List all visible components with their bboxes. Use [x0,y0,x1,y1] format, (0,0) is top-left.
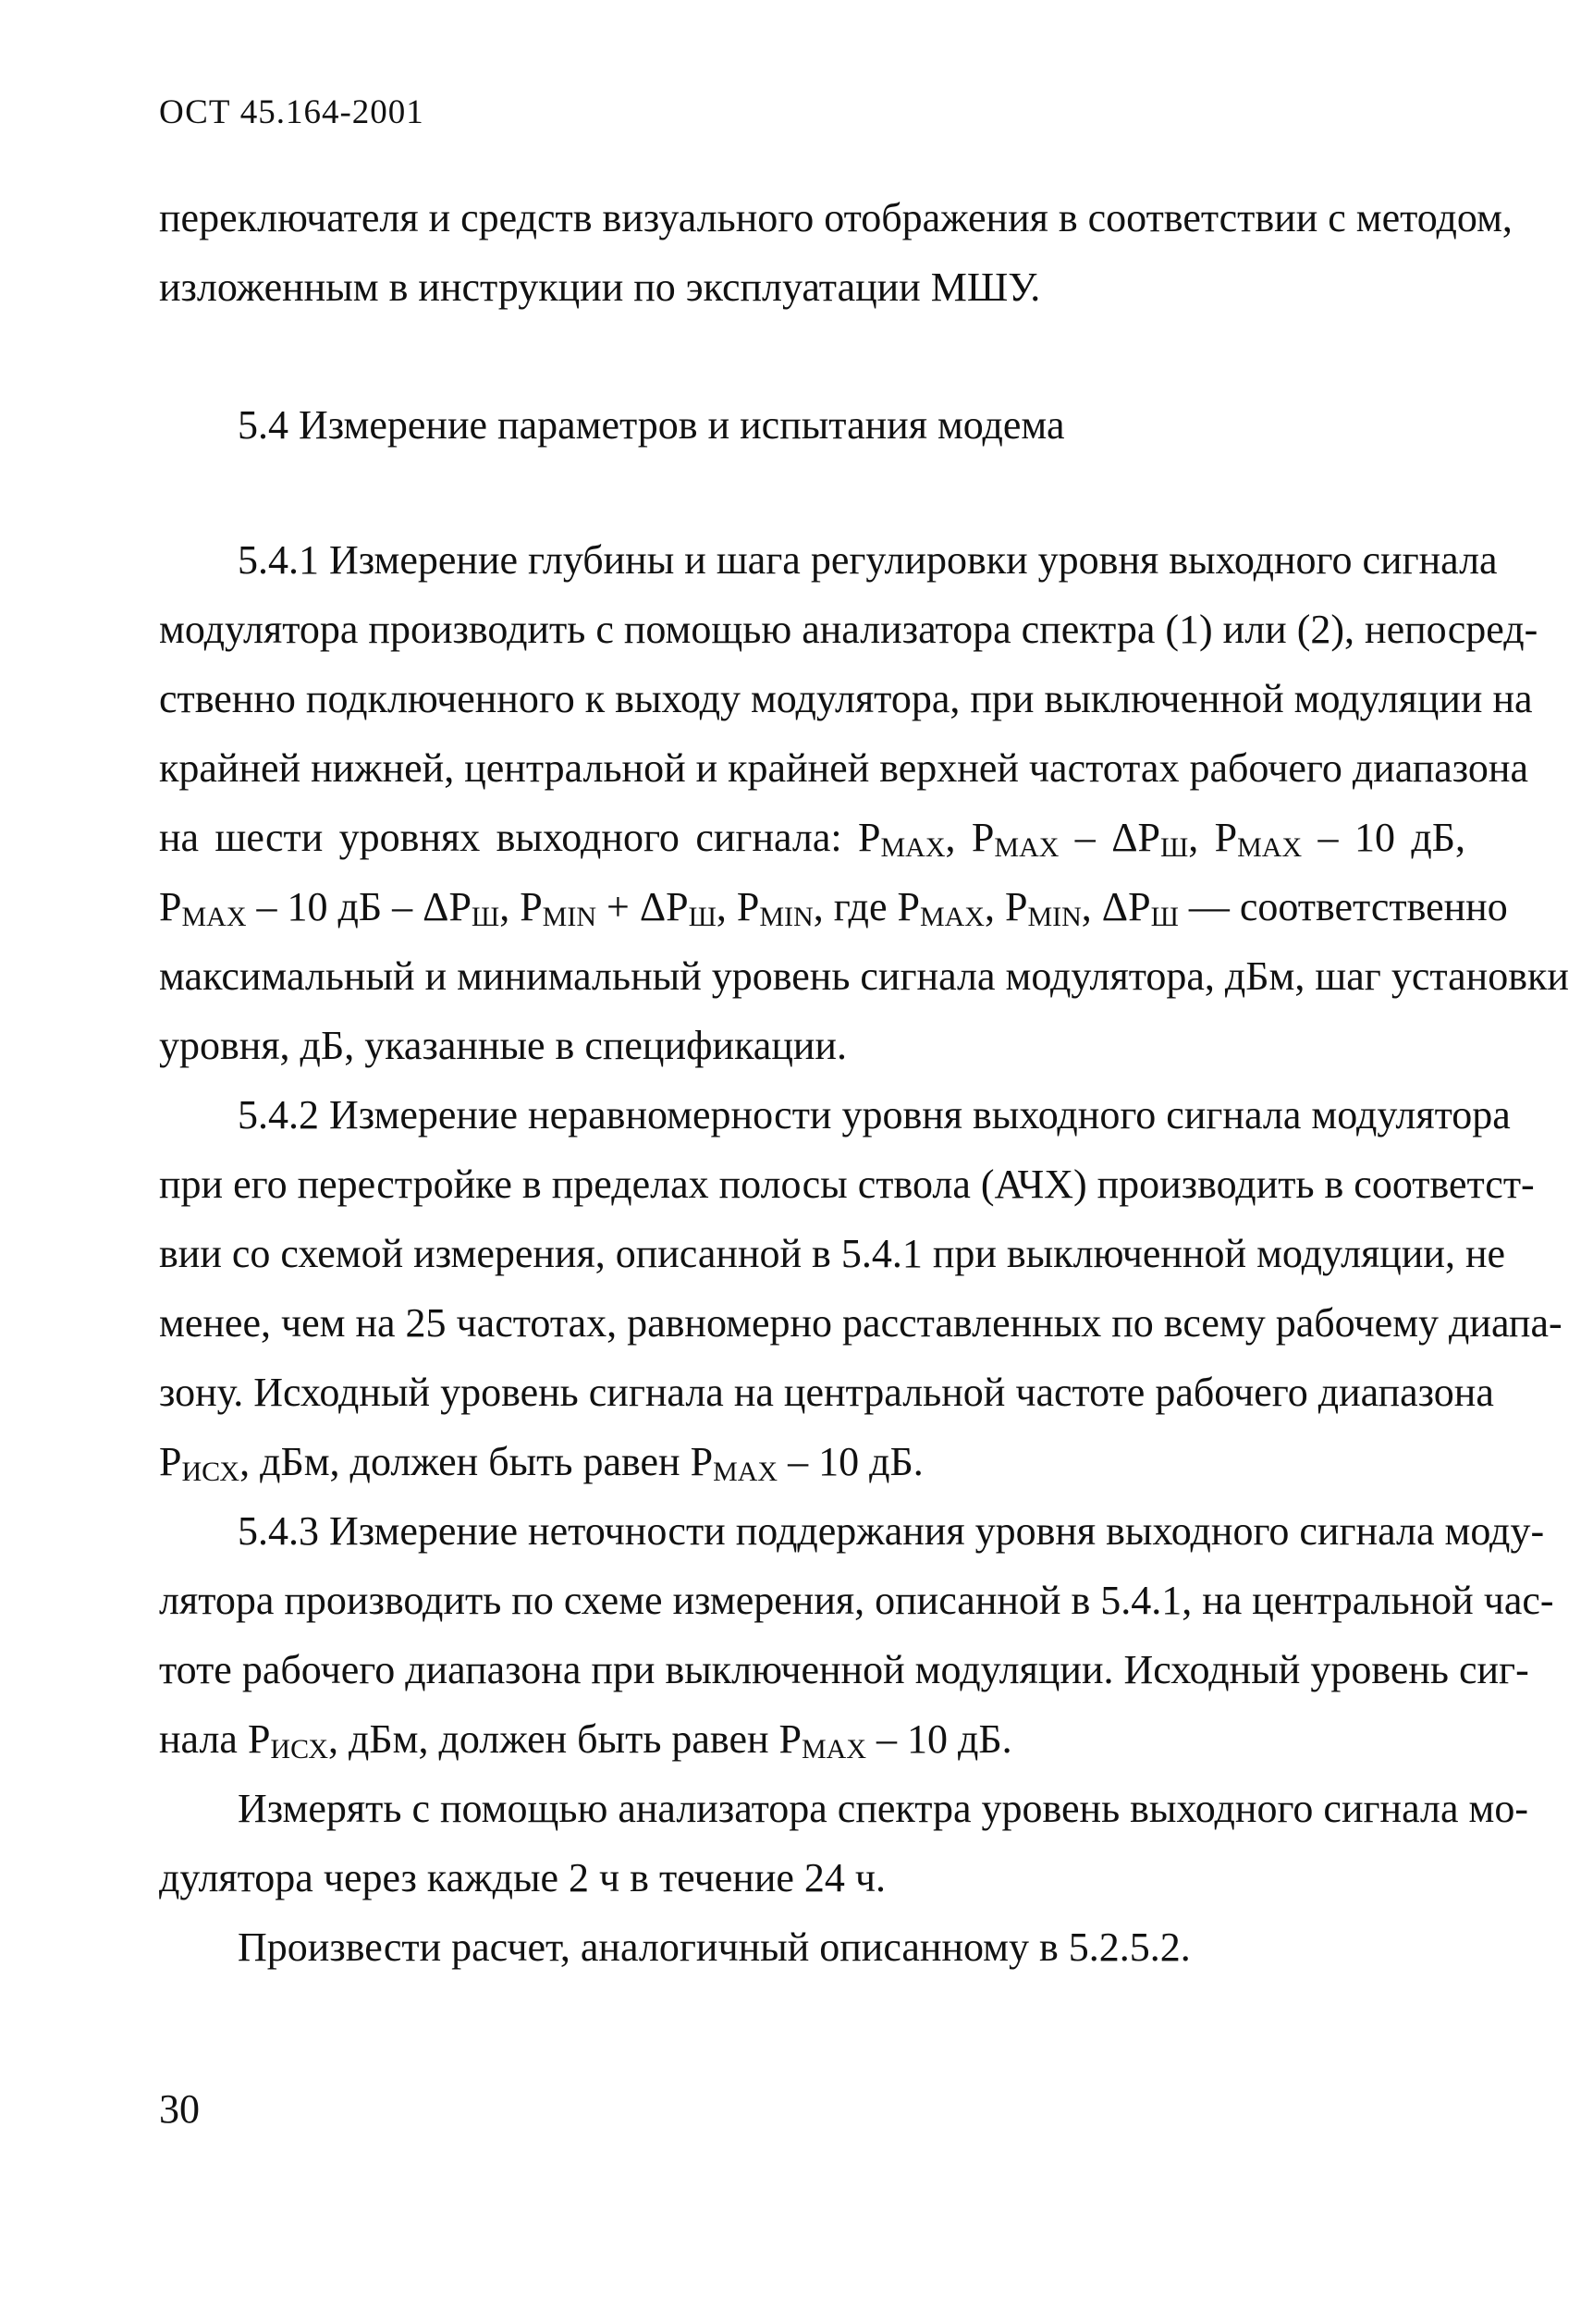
p541-line-8: уровня, дБ, указанные в спецификации. [159,1023,847,1068]
page-number: 30 [159,2086,200,2132]
calculation-paragraph [159,1912,1465,1982]
paragraph-5-4-1 [159,525,1569,1080]
calc-line-1: Произвести расчет, аналогичный описанному в 5.2.5.2. [238,1924,1191,1970]
p541-line-6: $P_{MAX} - 10$ дБ – $\Delta P_Ш$, $P_{MIN} + \Delta P_Ш$, $P_{MIN}$, где $P_{MAX}$, $P_{MIN}$, $\Delta P_Ш$ — соответственно [159,884,1508,932]
p542-line-3: вии со схемой измерения, описанной в 5.4.1 при выключенной модуляции, не [159,1231,1506,1276]
p543-line-4: нала $P_{ИСХ}$, дБм, должен быть равен $P_{MAX} - 10$ дБ. [159,1716,1012,1765]
p541-line-3: ственно подключенного к выходу модулятора, при выключенной модуляции на [159,676,1533,721]
p542-line-1: 5.4.2 Измерение неравномерности уровня выходного сигнала модулятора [238,1092,1511,1137]
intro-paragraph [159,183,1513,322]
p541-line-5: на шести уровнях выходного сигнала: $P_{MAX}$, $P_{MAX} - \Delta P_Ш$, $P_{MAX} - 10$ дБ, [159,815,1465,863]
p542-line-5: зону. Исходный уровень сигнала на центральной частоте рабочего диапазона [159,1370,1494,1415]
intro-line-2: изложенным в инструкции по эксплуатации МШУ. [159,264,1041,310]
p543-line-2: лятора производить по схеме измерения, описанной в 5.4.1, на центральной час- [159,1578,1554,1623]
intro-line-1: переключателя и средств визуального отображения в соответствии с методом, [159,195,1513,240]
paragraph-5-4-3 [159,1496,1554,1774]
measure-line-1: Измерять с помощью анализатора спектра уровень выходного сигнала мо- [238,1786,1528,1831]
paragraph-5-4-2 [159,1080,1562,1496]
p543-line-3: тоте рабочего диапазона при выключенной модуляции. Исходный уровень сиг- [159,1647,1529,1692]
p542-line-4: менее, чем на 25 частотах, равномерно расставленных по всему рабочему диапа- [159,1300,1562,1346]
p542-line-6: $P_{ИСХ}$, дБм, должен быть равен $P_{MAX} - 10$ дБ. [159,1439,924,1487]
p543-line-1: 5.4.3 Измерение неточности поддержания уровня выходного сигнала моду- [238,1508,1545,1554]
section-heading: 5.4 Измерение параметров и испытания модема [238,402,1065,448]
p541-line-1: 5.4.1 Измерение глубины и шага регулировки уровня выходного сигнала [238,537,1498,583]
p541-line-7: максимальный и минимальный уровень сигнала модулятора, дБм, шаг установки [159,953,1569,999]
measure-line-2: дулятора через каждые 2 ч в течение 24 ч. [159,1855,887,1900]
p541-line-4: крайней нижней, центральной и крайней верхней частотах рабочего диапазона [159,745,1529,791]
document-code: ОСТ 45.164-2001 [159,93,424,131]
p542-line-2: при его перестройке в пределах полосы ствола (АЧХ) производить в соответст- [159,1162,1535,1207]
p541-line-2: модулятора производить с помощью анализатора спектра (1) или (2), непосред- [159,607,1538,652]
measurement-paragraph [159,1774,1528,1912]
